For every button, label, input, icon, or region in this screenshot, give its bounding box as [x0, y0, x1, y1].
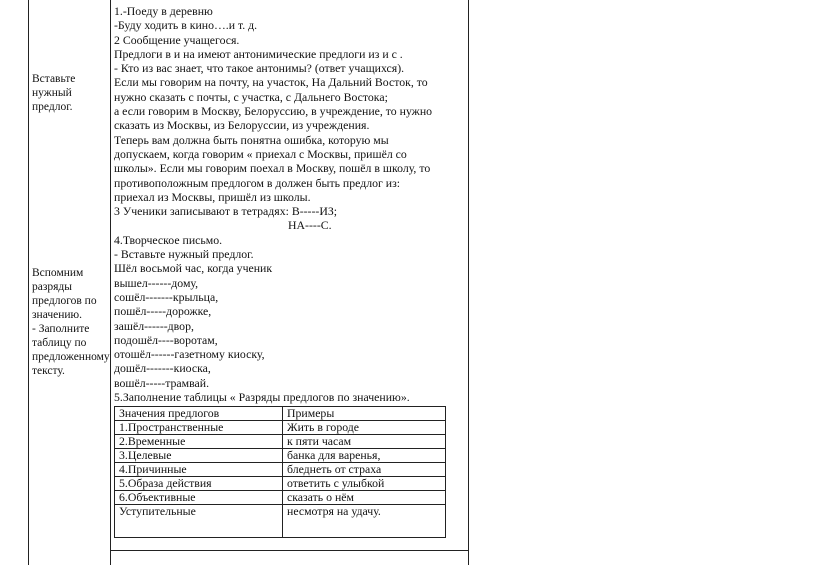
lesson-line: Теперь вам должна быть понятна ошибка, которую мы [114, 132, 389, 147]
table-cell-example: к пяти часам [283, 435, 446, 449]
table-cell-example: сказать о нём [283, 491, 446, 505]
lesson-line: вошёл-----трамвай. [114, 375, 210, 390]
lesson-line: школы». Если мы говорим поехал в Москву, пошёл в школу, то [114, 161, 431, 176]
table-cell-meaning: 1.Пространственные [115, 421, 283, 435]
left-note-categories: Вспомним разряды предлогов по значению. - Заполните таблицу по предложенному тексту. [32, 267, 110, 377]
table-row [115, 463, 446, 477]
table-cell-example: бледнеть от страха [283, 463, 446, 477]
table-cell-meaning: 4.Причинные [115, 463, 283, 477]
prepositions-table [114, 406, 446, 538]
left-border [28, 0, 29, 565]
lesson-line: противоположным предлогом в должен быть предлог из: [114, 175, 401, 190]
table-row [115, 505, 446, 538]
table-cell-meaning: 5.Образа действия [115, 477, 283, 491]
lesson-line: нужно сказать с почты, с участка, с Дальнего Востока; [114, 89, 388, 104]
table-cell-example: банка для варенья, [283, 449, 446, 463]
lesson-line: а если говорим в Москву, Белоруссию, в учреждение, то нужно [114, 104, 433, 119]
table-cell-meaning: 6.Объективные [115, 491, 283, 505]
lesson-line: НА----С. [288, 218, 332, 233]
column-divider [110, 0, 111, 565]
table-row [115, 477, 446, 491]
bottom-row-divider [110, 550, 468, 551]
lesson-line: Предлоги в и на имеют антонимические предлоги из и с . [114, 46, 403, 61]
lesson-line: сошёл-------крыльца, [114, 289, 219, 304]
lesson-line: допускаем, когда говорим « приехал с Москвы, пришёл со [114, 146, 407, 161]
lesson-line: приехал из Москвы, пришёл из школы. [114, 189, 311, 204]
lesson-line: подошёл----воротам, [114, 332, 218, 347]
lesson-line: 2 Сообщение учащегося. [114, 32, 240, 47]
table-cell-meaning: Уступительные [115, 505, 283, 538]
lesson-line: Если мы говорим на почту, на участок, На Дальний Восток, то [114, 75, 428, 90]
table-header-cell: Примеры [283, 407, 446, 421]
lesson-line: 4.Творческое письмо. [114, 232, 223, 247]
lesson-line: вышел------дому, [114, 275, 199, 290]
table-row [115, 449, 446, 463]
table-header-cell: Значения предлогов [115, 407, 283, 421]
lesson-line: зашёл------двор, [114, 318, 194, 333]
table-cell-example: несмотря на удачу. [283, 505, 446, 538]
lesson-line: сказать из Москвы, из Белоруссии, из учреждения. [114, 118, 370, 133]
lesson-line: Шёл восьмой час, когда ученик [114, 261, 273, 276]
lesson-line: дошёл-------киоска, [114, 361, 211, 376]
lesson-text [114, 4, 464, 404]
table-cell-example: Жить в городе [283, 421, 446, 435]
lesson-line: отошёл------газетному киоску, [114, 347, 265, 362]
lesson-line: - Вставьте нужный предлог. [114, 247, 254, 262]
lesson-line: -Буду ходить в кино….и т. д. [114, 18, 258, 33]
table-cell-example: ответить с улыбкой [283, 477, 446, 491]
table-row [115, 435, 446, 449]
lesson-line: 5.Заполнение таблицы « Разряды предлогов по значению». [114, 390, 410, 405]
right-border [468, 0, 469, 565]
lesson-line: пошёл-----дорожке, [114, 304, 212, 319]
lesson-line: 3 Ученики записывают в тетрадях: В-----ИЗ; [114, 204, 338, 219]
table-row [115, 491, 446, 505]
lesson-line: - Кто из вас знает, что такое антонимы? (ответ учащихся). [114, 61, 405, 76]
table-cell-meaning: 3.Целевые [115, 449, 283, 463]
table-cell-meaning: 2.Временные [115, 435, 283, 449]
table-row [115, 421, 446, 435]
lesson-line: 1.-Поеду в деревню [114, 4, 213, 18]
left-note-insert-preposition: Вставьте нужный предлог. [32, 73, 76, 113]
table-header-row [115, 407, 446, 421]
